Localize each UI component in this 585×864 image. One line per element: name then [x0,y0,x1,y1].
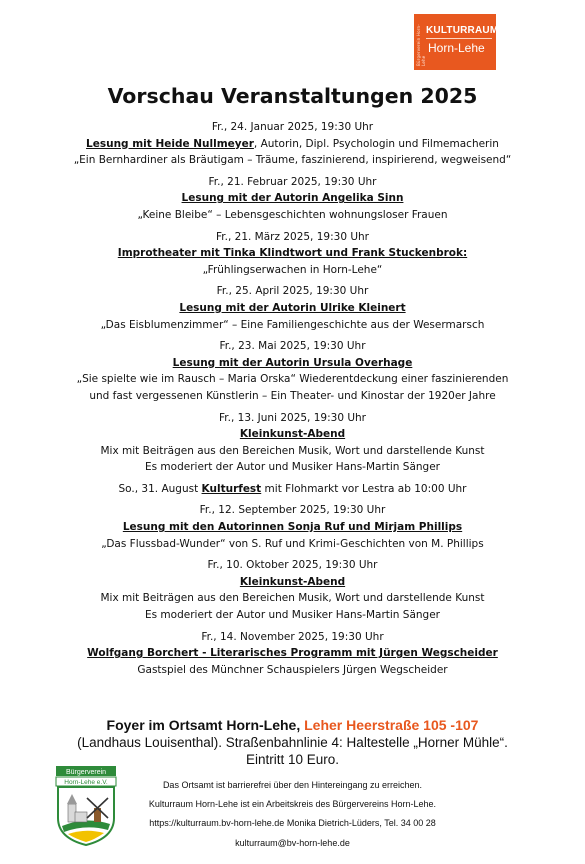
event-description: Mix mit Beiträgen aus den Bereichen Musik, Wort und darstellende Kunst [100,592,485,605]
accessibility-note: Das Ortsamt ist barrierefrei über den Hintereingang zu erreichen. [162,780,423,790]
event-title-line [0,519,585,536]
event-item [0,338,585,404]
event-item [0,410,585,476]
email-line: kulturraum@bv-horn-lehe.de [235,838,350,848]
logo-side-text: Bürgerverein Horn-Lehe [416,24,426,66]
event-title: Lesung mit Heide Nullmeyer [86,137,254,150]
event-date: Fr., 21. Februar 2025, 19:30 Uhr [208,175,377,188]
event-date: Fr., 23. Mai 2025, 19:30 Uhr [219,340,366,353]
event-description: „Das Eisblumenzimmer“ – Eine Familiengeschichte aus der Wesermarsch [100,318,485,331]
event-title-line [0,426,585,443]
kulturfest-suffix: mit Flohmarkt vor Lestra ab 10:00 Uhr [261,482,467,495]
crest-label-top: Bürgerverein [65,769,107,776]
event-title-line [0,574,585,591]
venue-address: Leher Heerstraße 105 -107 [304,717,479,733]
event-date: Fr., 24. Januar 2025, 19:30 Uhr [211,121,374,133]
event-item [0,557,585,623]
venue-info [0,716,585,768]
event-title-line [0,245,585,262]
logo-line2: Horn-Lehe [428,41,485,55]
event-item [0,229,585,279]
event-title-line [0,645,585,662]
event-title: Lesung mit der Autorin Ursula Overhage [172,356,413,369]
event-title: Kleinkunst-Abend [239,428,346,441]
kulturfest-line [0,481,585,498]
venue-name: Foyer im Ortsamt Horn-Lehe, [106,717,305,733]
event-description: Es moderiert der Autor und Musiker Hans-Martin Sänger [144,609,440,622]
kulturfest-title: Kulturfest [201,482,262,495]
event-title: Improtheater mit Tinka Klindtwort und Frank Stuckenbrok: [117,247,468,260]
event-item [0,119,585,169]
event-title-rest: , Autorin, Dipl. Psychologin und Filmemacherin [253,137,499,150]
crest-label-bottom: Horn-Lehe e.V. [64,779,108,786]
event-date: Fr., 21. März 2025, 19:30 Uhr [216,230,369,243]
event-list [0,119,585,683]
logo-line1: KULTURRAUM [426,25,499,36]
event-title: Wolfgang Borchert - Literarisches Programm mit Jürgen Wegscheider [87,647,498,660]
event-description: „Ein Bernhardiner als Bräutigam – Träume, faszinierend, inspirierend, wegweisend“ [73,154,512,167]
logo-divider [426,38,492,39]
crest-church-nave [75,812,87,822]
event-date: Fr., 12. September 2025, 19:30 Uhr [199,504,386,517]
event-title-line [0,190,585,207]
event-date: Fr., 14. November 2025, 19:30 Uhr [201,630,384,643]
transit-info: (Landhaus Louisenthal). Straßenbahnlinie 4: Haltestelle „Horner Mühle“. [77,735,508,750]
event-title: Kleinkunst-Abend [239,575,346,588]
event-item [0,502,585,552]
event-date: Fr., 10. Oktober 2025, 19:30 Uhr [207,559,378,572]
event-date: Fr., 25. April 2025, 19:30 Uhr [216,285,369,298]
event-description: „Keine Bleibe“ – Lebensgeschichten wohnungsloser Frauen [137,208,448,221]
association-note: Kulturraum Horn-Lehe ist ein Arbeitskreis des Bürgervereins Horn-Lehe. [148,799,437,809]
event-description: Es moderiert der Autor und Musiker Hans-Martin Sänger [144,461,440,474]
event-description: Mix mit Beiträgen aus den Bereichen Musik, Wort und darstellende Kunst [100,444,485,457]
event-description: „Sie spielte wie im Rausch – Maria Orska“ Wiederentdeckung einer faszinierenden [76,373,509,386]
event-title: Lesung mit der Autorin Ulrike Kleinert [179,301,406,314]
page-title: Vorschau Veranstaltungen 2025 [107,84,478,108]
event-item [0,283,585,333]
kulturfest-prefix: So., 31. August [118,482,202,495]
event-title: Lesung mit der Autorin Angelika Sinn [181,192,404,205]
event-title-line [0,355,585,372]
entry-fee: Eintritt 10 Euro. [245,752,340,767]
event-date: Fr., 13. Juni 2025, 19:30 Uhr [219,411,366,424]
event-title-line [0,136,585,153]
event-description: „Das Flussbad-Wunder“ von S. Ruf und Krimi-Geschichten von M. Phillips [101,537,484,550]
contact-line: https://kulturraum.bv-horn-lehe.de Monika Dietrich-Lüders, Tel. 34 00 28 [149,818,436,828]
event-description: „Frühlingserwachen in Horn-Lehe“ [202,263,383,276]
event-description: Gastspiel des Münchner Schauspielers Jürgen Wegscheider [137,663,448,676]
event-title: Lesung mit den Autorinnen Sonja Ruf und Mirjam Phillips [122,521,463,534]
buergerverein-crest [54,766,118,846]
event-title-line [0,300,585,317]
event-item [0,629,585,679]
event-item [0,174,585,224]
event-description: und fast vergessenen Künstlerin – Ein Theater- und Kinostar der 1920er Jahre [89,389,496,402]
kulturraum-logo [414,14,499,70]
